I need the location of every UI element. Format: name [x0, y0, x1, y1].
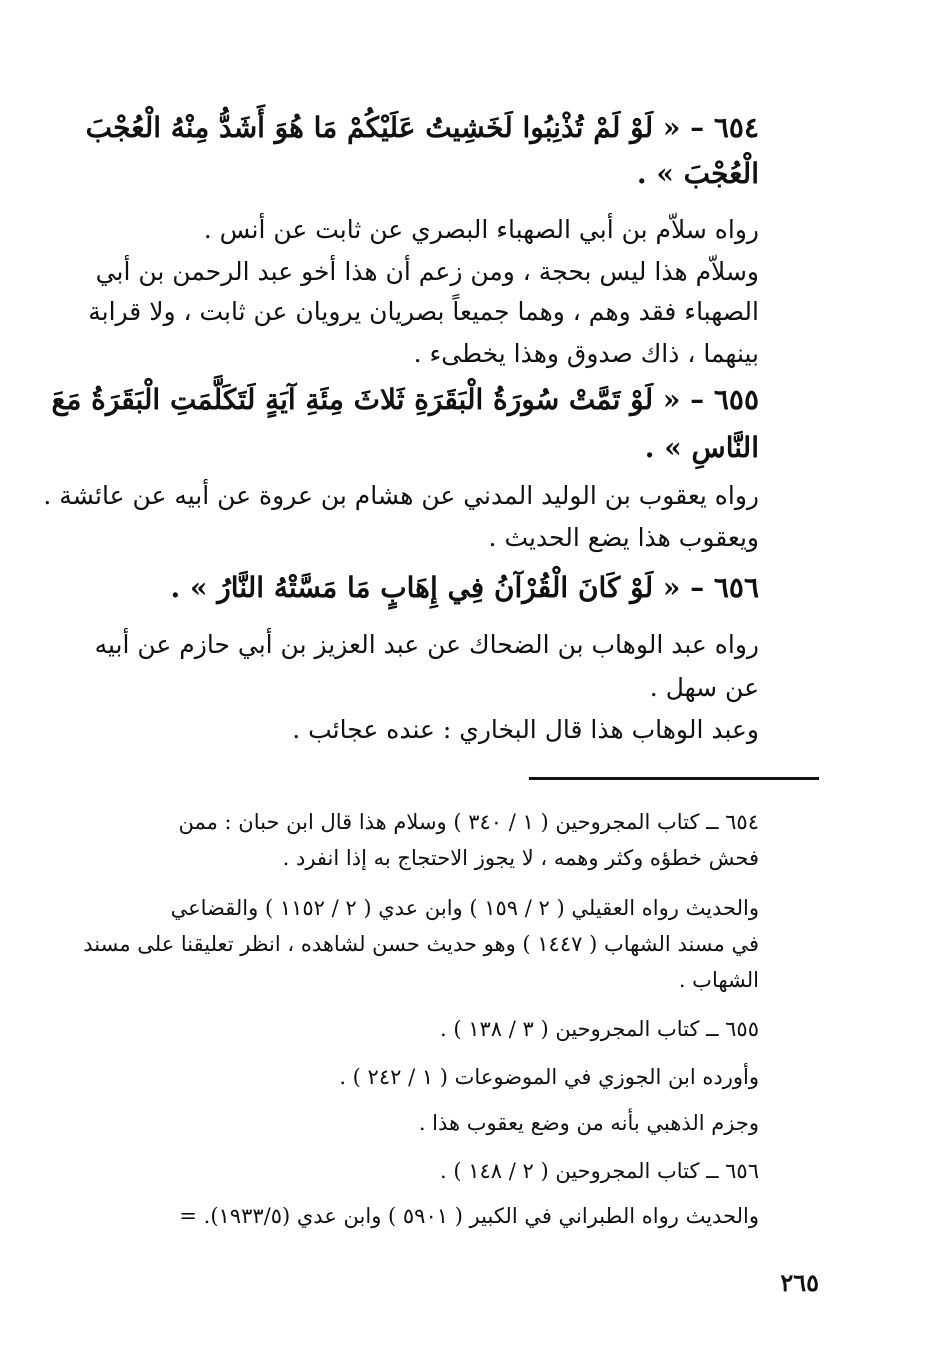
commentary-654-line: الصهباء فقد وهم ، وهما جميعاً بصريان يرويان عن ثابت ، ولا قرابة	[88, 297, 759, 326]
footnote-655-line: وأورده ابن الجوزي في الموضوعات ( ١ / ٢٤٢ ) .	[339, 1065, 759, 1089]
commentary-656-line: عن سهل .	[649, 673, 759, 702]
footnote-separator	[529, 777, 819, 780]
footnote-655-line: وجزم الذهبي بأنه من وضع يعقوب هذا .	[418, 1111, 759, 1135]
footnote-656-line: ٦٥٦ ــ كتاب المجروحين ( ٢ / ١٤٨ ) .	[440, 1159, 759, 1183]
commentary-654-line: وسلاّم هذا ليس بحجة ، ومن زعم أن هذا أخو عبد الرحمن بن أبي	[95, 257, 759, 286]
commentary-654-line: بينهما ، ذاك صدوق وهذا يخطىء .	[413, 339, 759, 368]
commentary-655-line: ويعقوب هذا يضع الحديث .	[488, 523, 759, 552]
footnote-654-line: في مسند الشهاب ( ١٤٤٧ ) وهو حديث حسن لشاهده ، انظر تعليقنا على مسند	[83, 932, 759, 956]
commentary-654-line: رواه سلاّم بن أبي الصهباء البصري عن ثابت عن أنس .	[203, 215, 759, 244]
footnote-654-line: فحش خطؤه وكثر وهمه ، لا يجوز الاحتجاج به إذا انفرد .	[282, 846, 759, 870]
footnote-656-line: والحديث رواه الطبراني في الكبير ( ٥٩٠١ ) وابن عدي (١٩٣٣/٥). =	[179, 1204, 759, 1228]
hadith-655-text: ٦٥٥ – « لَوْ تَمَّتْ سُورَةُ الْبَقَرَةِ ثَلاثَ مِئَةِ آيَةٍ لَتَكَلَّمَتِ الْبَقَرَةُ مَعَ	[51, 383, 759, 416]
footnote-654-line: ٦٥٤ ــ كتاب المجروحين ( ١ / ٣٤٠ ) وسلام هذا قال ابن حبان : ممن	[178, 810, 759, 834]
hadith-654-text-cont: الْعُجْبَ » .	[636, 157, 759, 190]
footnote-654-line: والحديث رواه العقيلي ( ٢ / ١٥٩ ) وابن عدي ( ٢ / ١١٥٢ ) والقضاعي	[170, 896, 759, 920]
footnote-655-line: ٦٥٥ ــ كتاب المجروحين ( ٣ / ١٣٨ ) .	[440, 1017, 759, 1041]
commentary-656-line: وعبد الوهاب هذا قال البخاري : عنده عجائب .	[292, 715, 759, 744]
hadith-654-text: ٦٥٤ – « لَوْ لَمْ تُذْنِبُوا لَخَشِيتُ عَلَيْكُمْ مَا هُوَ أَشَدُّ مِنْهُ الْعُجْبَ	[85, 111, 759, 144]
commentary-656-line: رواه عبد الوهاب بن الضحاك عن عبد العزيز بن أبي حازم عن أبيه	[94, 630, 759, 659]
footnote-654-line: الشهاب .	[678, 968, 759, 992]
hadith-656-text: ٦٥٦ – « لَوْ كَانَ الْقُرْآنُ فِي إِهَابٍ مَا مَسَّتْهُ النَّارُ » .	[170, 571, 759, 604]
page-number: ٢٦٥	[780, 1268, 819, 1297]
hadith-655-text-cont: النَّاسِ » .	[644, 431, 759, 464]
commentary-655-line: رواه يعقوب بن الوليد المدني عن هشام بن عروة عن أبيه عن عائشة .	[43, 481, 759, 510]
